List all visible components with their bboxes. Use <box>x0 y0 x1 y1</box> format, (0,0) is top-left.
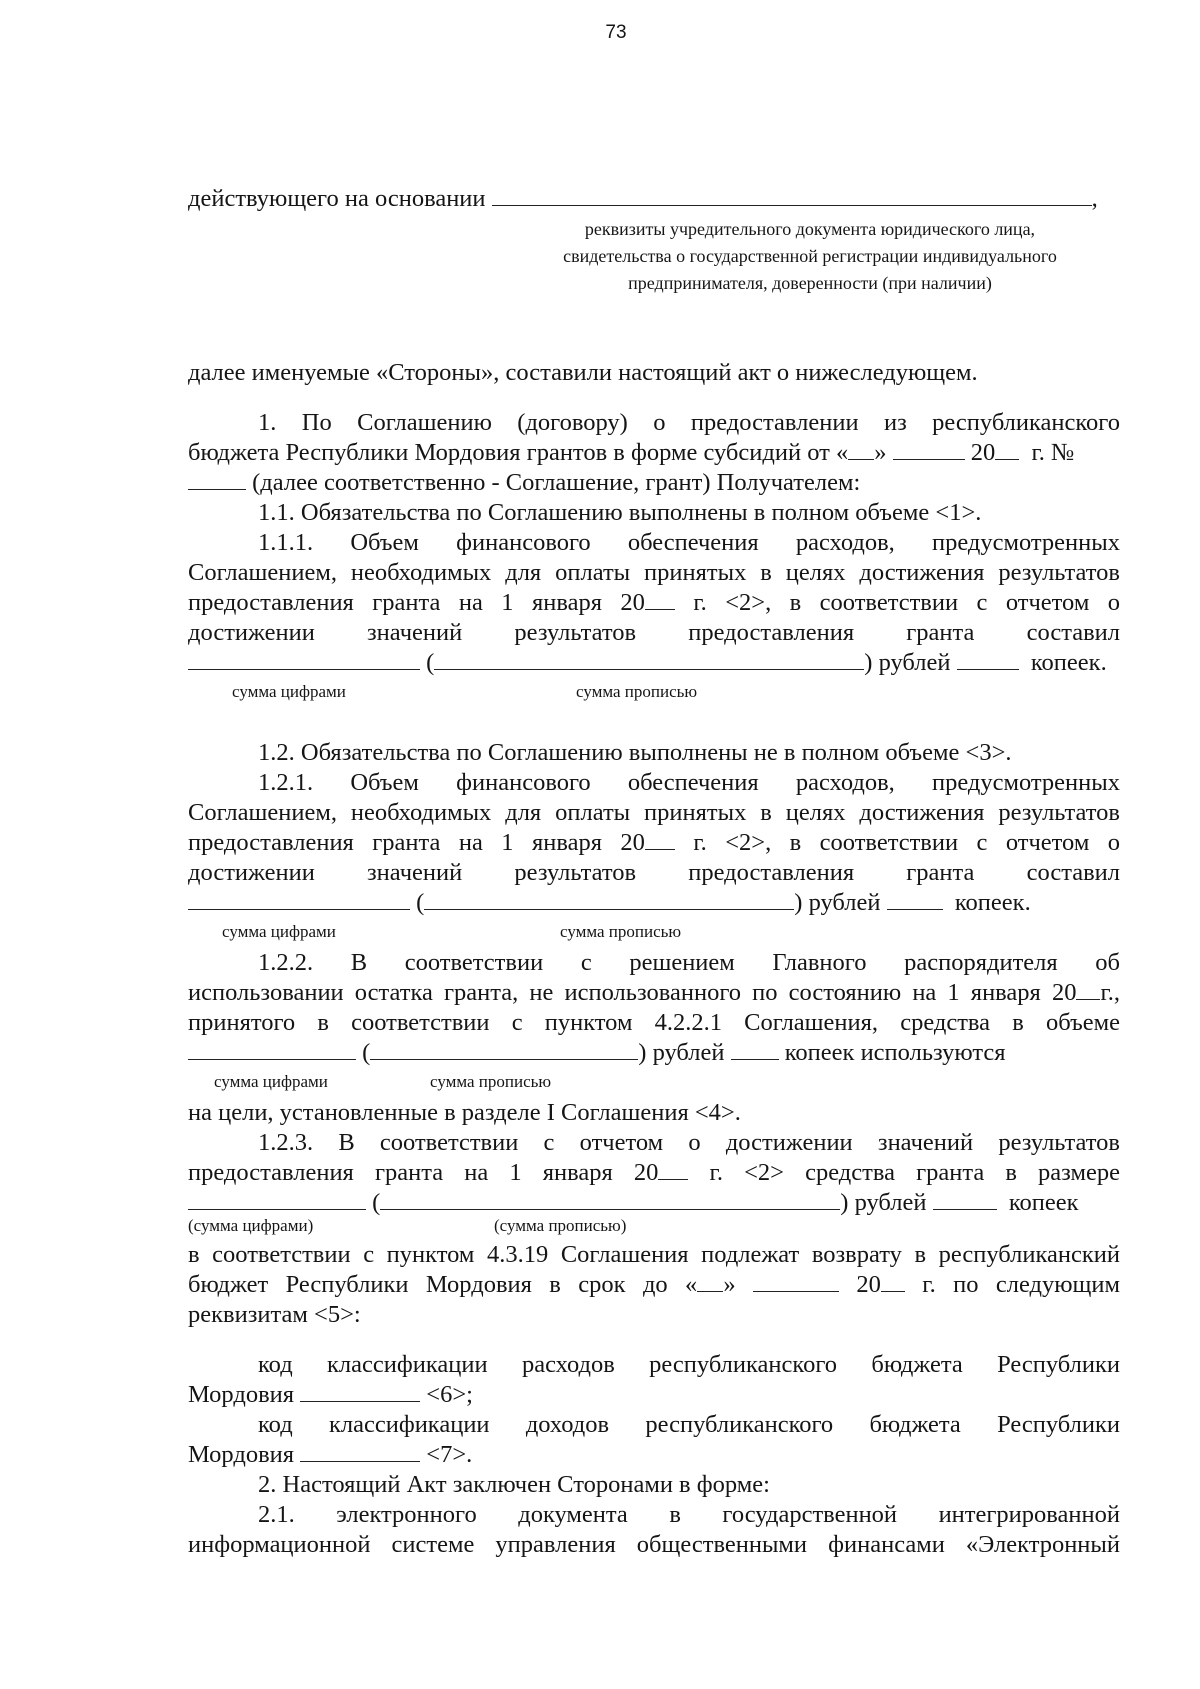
sum-digits-blank <box>188 648 420 670</box>
caption-sum-digits-4: (сумма цифрами) <box>188 1216 314 1235</box>
basis-note: реквизиты учредительного документа юридического лица, свидетельства о государственной регистрации индивидуального предпринимателя, доверенности (при наличии) <box>563 219 1057 293</box>
p1-line-1: 1. По Соглашению (договору) о предоставлении из республиканского <box>258 409 1120 436</box>
p1-line-3: (далее соответственно - Соглашение, грант) Получателем: <box>188 468 860 498</box>
acting-basis-text: действующего на основании <box>188 185 486 212</box>
caption-sum-digits-2: сумма цифрами <box>222 922 336 941</box>
p1-1-1-line-1: 1.1.1. Объем финансового обеспечения расходов, предусмотренных <box>258 529 1120 556</box>
p1-2: 1.2. Обязательства по Соглашению выполнены не в полном объеме <3>. <box>258 739 1012 766</box>
caption-sum-words-3: сумма прописью <box>430 1072 552 1091</box>
caption-sum-words-2: сумма прописью <box>560 922 682 941</box>
p1-1-1-line-3: предоставления гранта на 1 января 20 г. <2>, в соответствии с отчетом о <box>188 589 1121 616</box>
p1-1-1-line-5: ( ) рублей копеек. <box>188 648 1107 678</box>
income-code-line-1: код классификации доходов республиканского бюджета Республики <box>258 1411 1120 1438</box>
p1-2-3-line-3: ( ) рублей копеек <box>188 1188 1079 1218</box>
p1-2-3-line-5: бюджет Республики Мордовия в срок до « » 20 г. по следующим <box>188 1271 1121 1298</box>
p1-2-1-line-2: Соглашением, необходимых для оплаты принятых в целях достижения результатов <box>188 799 1120 826</box>
caption-sum-digits: сумма цифрами <box>232 682 346 701</box>
sum-words-blank <box>434 648 864 670</box>
p1-2-1-line-3: предоставления гранта на 1 января 20 г. <2>, в соответствии с отчетом о <box>188 829 1121 856</box>
basis-comma: , <box>1091 185 1098 212</box>
p1-2-3-line-1: 1.2.3. В соответствии с отчетом о достижении значений результатов <box>258 1129 1120 1156</box>
income-code-line-2: Мордовия <7>. <box>188 1441 473 1468</box>
basis-blank <box>492 184 1092 206</box>
p2: 2. Настоящий Акт заключен Сторонами в форме: <box>258 1471 770 1498</box>
p1-2-1-line-4: достижении значений результатов предоставления гранта составил <box>188 859 1120 886</box>
caption-sum-words-4: (сумма прописью) <box>494 1216 627 1235</box>
p1-line-2: бюджета Республики Мордовия грантов в форме субсидий от « » 20 г. № <box>188 439 1075 466</box>
p1-2-2-line-5: на цели, установленные в разделе I Соглашения <4>. <box>188 1099 741 1126</box>
p1-2-3-line-2: предоставления гранта на 1 января 20 г. <2> средства гранта в размере <box>188 1159 1121 1186</box>
p2-1-line-2: информационной системе управления общественными финансами «Электронный <box>188 1531 1120 1558</box>
p1-1-1-line-2: Соглашением, необходимых для оплаты принятых в целях достижения результатов <box>188 559 1120 586</box>
p1-1-1-line-4: достижении значений результатов предоставления гранта составил <box>188 619 1120 646</box>
caption-sum-words: сумма прописью <box>576 682 698 701</box>
p1-2-2-line-1: 1.2.2. В соответствии с решением Главного распорядителя об <box>258 949 1120 976</box>
page-number: 73 <box>605 22 627 43</box>
acting-basis-line <box>188 184 1098 214</box>
p1-2-2-line-2: использовании остатка гранта, не использованного по состоянию на 1 января 20 г., <box>188 979 1120 1006</box>
intro-paragraph: далее именуемые «Стороны», составили настоящий акт о нижеследующем. <box>188 359 978 386</box>
p1-1: 1.1. Обязательства по Соглашению выполнены в полном объеме <1>. <box>258 499 982 526</box>
p1-2-3-line-4: в соответствии с пунктом 4.3.19 Соглашения подлежат возврату в республиканский <box>188 1241 1120 1268</box>
p2-1-line-1: 2.1. электронного документа в государственной интегрированной <box>258 1501 1120 1528</box>
p1-2-3-line-6: реквизитам <5>: <box>188 1301 361 1328</box>
p1-2-1-line-1: 1.2.1. Объем финансового обеспечения расходов, предусмотренных <box>258 769 1120 796</box>
expense-code-line-1: код классификации расходов республиканского бюджета Республики <box>258 1351 1120 1378</box>
caption-sum-digits-3: сумма цифрами <box>214 1072 328 1091</box>
expense-code-line-2: Мордовия <6>; <box>188 1381 473 1408</box>
p1-2-2-line-4: ( ) рублей копеек используются <box>188 1038 1006 1068</box>
p1-2-1-line-5: ( ) рублей копеек. <box>188 888 1031 918</box>
p1-2-2-line-3: принятого в соответствии с пунктом 4.2.2.1 Соглашения, средства в объеме <box>188 1009 1120 1036</box>
